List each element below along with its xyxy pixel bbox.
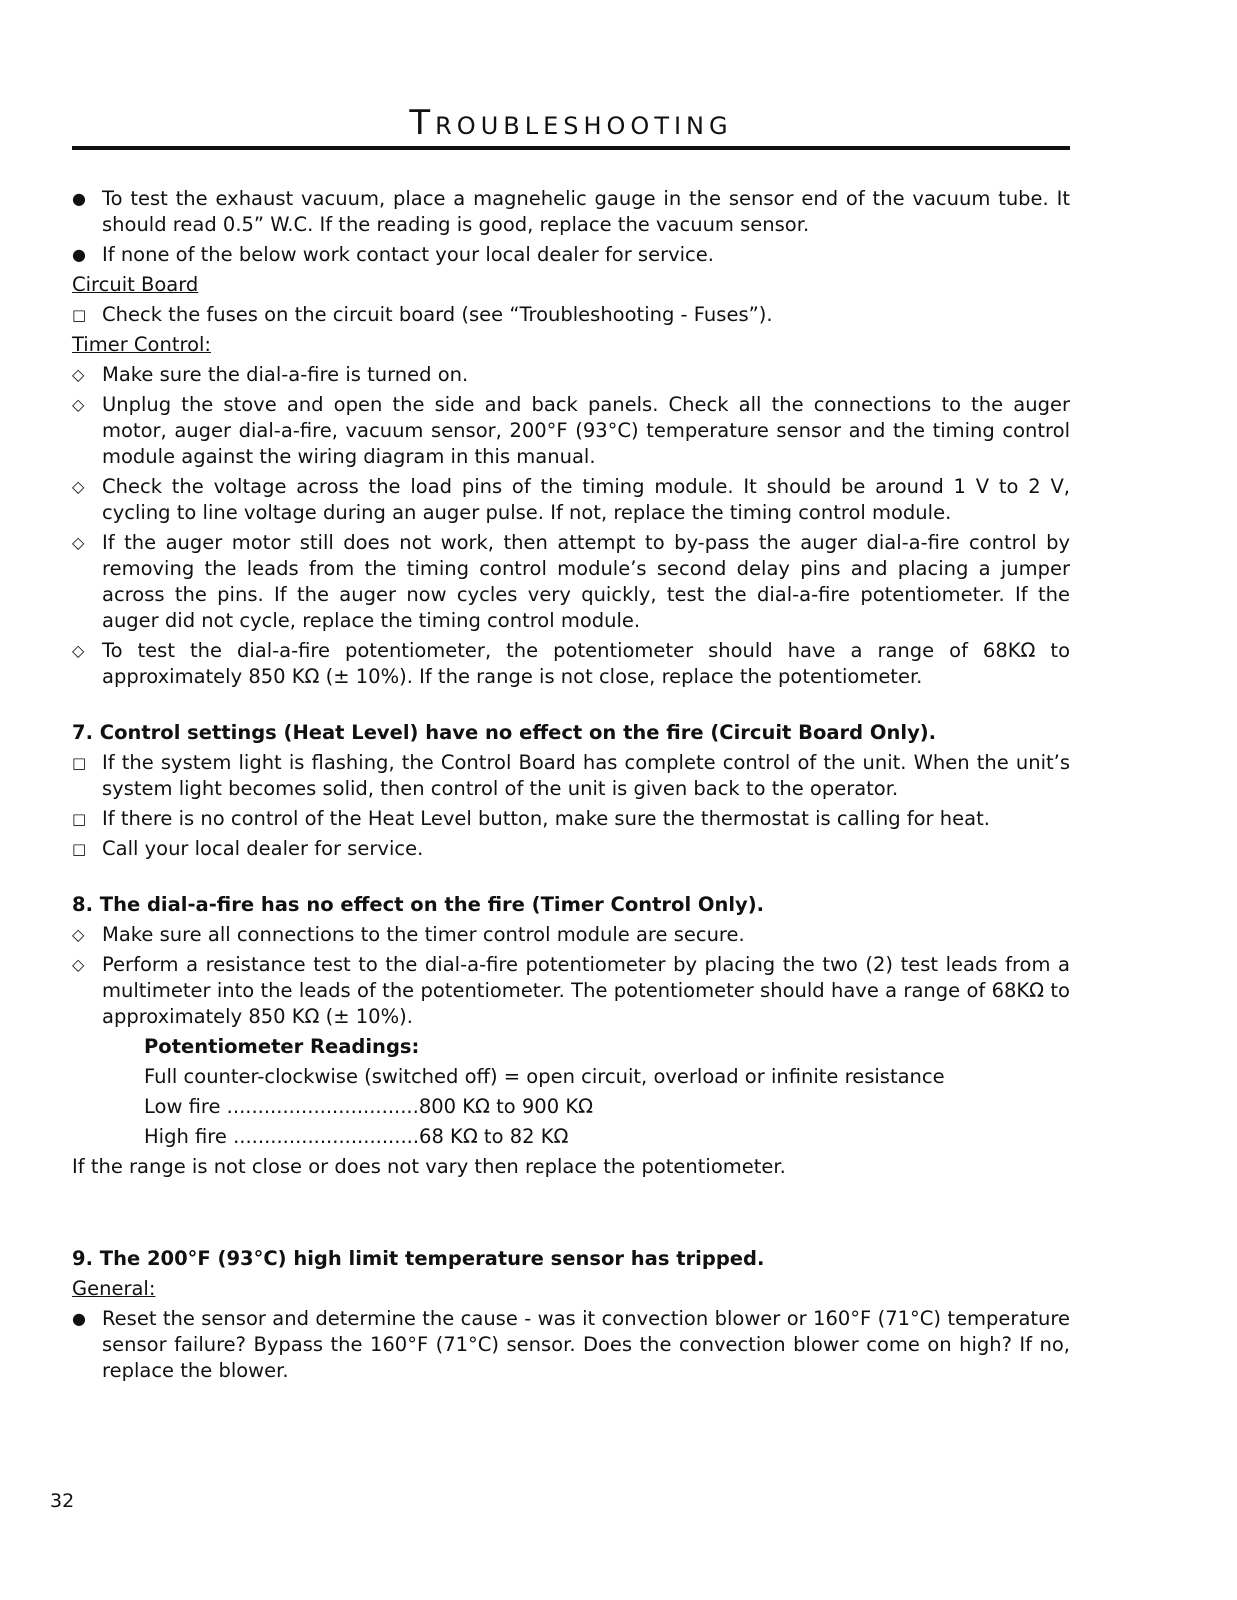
list-item — [72, 1306, 1070, 1384]
reading-line: Full counter-clockwise (switched off) = open circuit, overload or infinite resistance — [144, 1065, 945, 1088]
list-item-text: Reset the sensor and determine the cause - was it convection blower or 160°F (71°C) temperature sensor failure? Bypass the 160°F (71°C) sensor. Does the convection blower come on high? If no, replace the blower. — [102, 1307, 1070, 1382]
bullet-icon: ● — [72, 1309, 86, 1328]
circuit-board-label: Circuit Board — [72, 273, 199, 296]
list-item — [72, 362, 1070, 388]
diamond-icon: ◇ — [72, 925, 85, 944]
diamond-icon: ◇ — [72, 395, 85, 414]
list-item-text: Perform a resistance test to the dial-a-fire potentiometer by placing the two (2) test leads from a multimeter into the leads of the potentiometer. The potentiometer should have a range of 68KΩ to approximately 850 KΩ (± 10%). — [102, 953, 1070, 1028]
page-number: 32 — [50, 1490, 75, 1512]
section-9-heading: 9. The 200°F (93°C) high limit temperature sensor has tripped. — [72, 1247, 765, 1270]
bullet-icon: ● — [72, 189, 86, 208]
diamond-icon: ◇ — [72, 641, 85, 660]
reading-line: Low fire ...............................800 KΩ to 900 KΩ — [144, 1095, 594, 1118]
list-item — [72, 638, 1070, 690]
list-item-text: If the auger motor still does not work, then attempt to by-pass the auger dial-a-fire control by removing the leads from the timing control module’s second delay pins and placing a jumper across the pins. If the auger now cycles very quickly, test the dial-a-fire potentiometer. If the auger did not cycle, replace the timing control module. — [102, 531, 1070, 632]
list-item-text: If the system light is flashing, the Control Board has complete control of the unit. When the unit’s system light becomes solid, then control of the unit is given back to the operator. — [102, 751, 1070, 800]
list-item-text: To test the dial-a-fire potentiometer, the potentiometer should have a range of 68KΩ to approximately 850 KΩ (± 10%). If the range is not close, replace the potentiometer. — [102, 639, 1070, 688]
list-item — [72, 186, 1070, 238]
diamond-icon: ◇ — [72, 477, 85, 496]
bullet-icon: ● — [72, 245, 86, 264]
list-item — [72, 806, 1070, 832]
checkbox-icon: □ — [72, 810, 87, 828]
checkbox-icon: □ — [72, 840, 87, 858]
list-item-text: If there is no control of the Heat Level button, make sure the thermostat is calling for heat. — [102, 807, 990, 830]
list-item — [72, 836, 1070, 862]
section-8-closing: If the range is not close or does not vary then replace the potentiometer. — [72, 1155, 786, 1178]
list-item — [72, 922, 1070, 948]
section-8-heading: 8. The dial-a-fire has no effect on the fire (Timer Control Only). — [72, 893, 765, 916]
list-item — [72, 302, 1070, 328]
list-item — [72, 530, 1070, 634]
general-label: General: — [72, 1277, 156, 1300]
list-item — [72, 392, 1070, 470]
list-item-text: To test the exhaust vacuum, place a magnehelic gauge in the sensor end of the vacuum tube. It should read 0.5” W.C. If the reading is good, replace the vacuum sensor. — [102, 187, 1070, 236]
timer-control-label: Timer Control: — [72, 333, 211, 356]
reading-line: High fire ..............................68 KΩ to 82 KΩ — [144, 1125, 569, 1148]
diamond-icon: ◇ — [72, 533, 85, 552]
list-item-text: Make sure the dial-a-fire is turned on. — [102, 363, 469, 386]
list-item — [72, 750, 1070, 802]
checkbox-icon: □ — [72, 306, 87, 324]
diamond-icon: ◇ — [72, 365, 85, 384]
page-title: Troubleshooting — [409, 103, 733, 143]
list-item-text: Check the fuses on the circuit board (see “Troubleshooting - Fuses”). — [102, 303, 773, 326]
readings-heading: Potentiometer Readings: — [144, 1035, 420, 1058]
list-item-text: Call your local dealer for service. — [102, 837, 424, 860]
checkbox-icon: □ — [72, 754, 87, 772]
list-item — [72, 242, 1070, 268]
page-content — [72, 186, 1070, 1388]
section-7-heading: 7. Control settings (Heat Level) have no effect on the fire (Circuit Board Only). — [72, 721, 937, 744]
diamond-icon: ◇ — [72, 955, 85, 974]
page-title-bar — [72, 100, 1070, 150]
list-item — [72, 474, 1070, 526]
list-item-text: If none of the below work contact your local dealer for service. — [102, 243, 714, 266]
list-item-text: Make sure all connections to the timer control module are secure. — [102, 923, 745, 946]
list-item — [72, 952, 1070, 1030]
list-item-text: Check the voltage across the load pins of the timing module. It should be around 1 V to 2 V, cycling to line voltage during an auger pulse. If not, replace the timing control module. — [102, 475, 1070, 524]
list-item-text: Unplug the stove and open the side and back panels. Check all the connections to the auger motor, auger dial-a-fire, vacuum sensor, 200°F (93°C) temperature sensor and the timing control module against the wiring diagram in this manual. — [102, 393, 1070, 468]
